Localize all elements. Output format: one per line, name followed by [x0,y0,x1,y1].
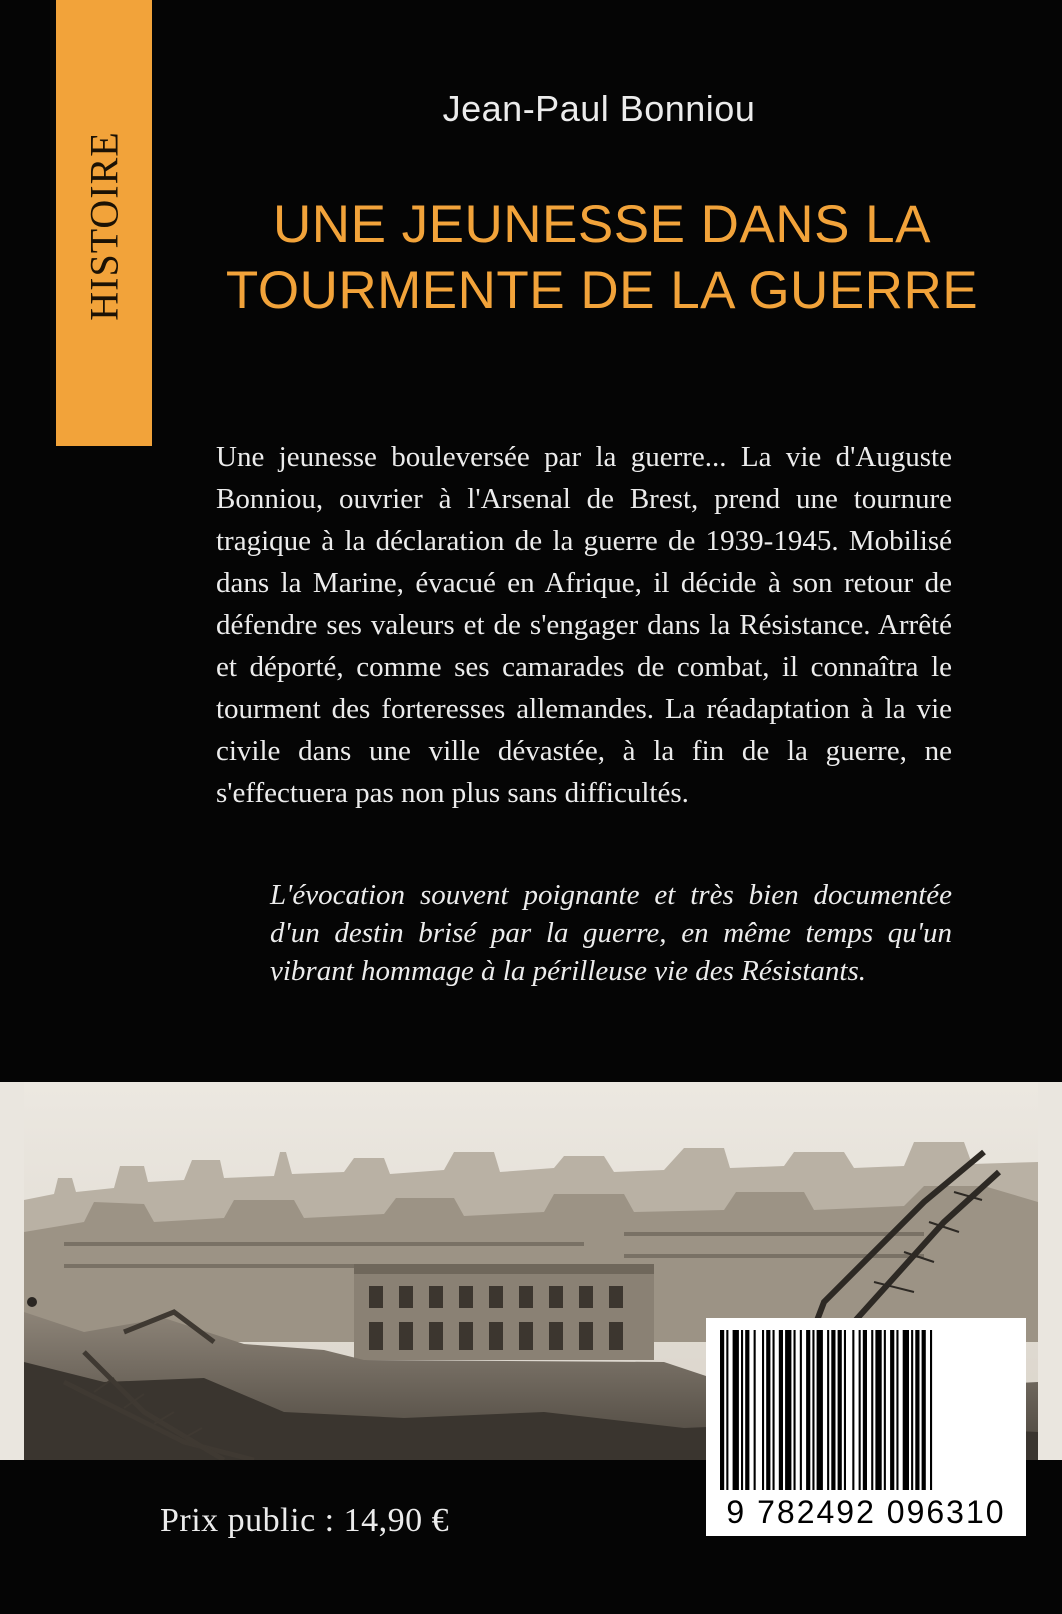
barcode-bar [779,1330,783,1490]
genre-label: HISTOIRE [81,131,127,321]
barcode-bar [800,1330,802,1490]
barcode-bar [726,1330,728,1490]
title-line-1: UNE JEUNESSE DANS LA [273,195,931,254]
barcode-bar [754,1330,756,1490]
barcode-bar [844,1330,846,1490]
title-line-2: TOURMENTE DE LA GUERRE [225,261,979,320]
isbn-barcode [706,1318,1026,1536]
barcode-bar [831,1330,835,1490]
barcode-bar [745,1330,749,1490]
public-price: Prix public : 14,90 € [160,1502,450,1539]
author-name: Jean-Paul Bonniou [442,88,756,129]
barcode-bar [890,1330,894,1490]
barcode-bar [875,1330,881,1490]
barcode-icon [716,1330,1016,1496]
barcode-bar [884,1330,886,1490]
barcode-bar [838,1330,842,1490]
barcode-bar [794,1330,796,1490]
barcode-bar [762,1330,764,1490]
barcode-bar [863,1330,867,1490]
barcode-bar [922,1330,926,1490]
isbn-number: 9 782492 096310 [726,1494,1006,1530]
barcode-bar [766,1330,770,1490]
barcode-bar [806,1330,810,1490]
barcode-bar [773,1330,775,1490]
back-cover-quote: L'évocation souvent poignante et très bien documentée d'un destin brisé par la guerre, en même temps qu'un vibrant hommage à la périlleuse vie des Résistants. [270,879,952,987]
barcode-bar [827,1330,829,1490]
barcode-bar [911,1330,913,1490]
barcode-bar [896,1330,898,1490]
book-title [168,192,1036,324]
barcode-bar [852,1330,854,1490]
barcode-bar [817,1330,823,1490]
barcode-bar [720,1330,724,1490]
barcode-bar [871,1330,873,1490]
barcode-bar [930,1330,932,1490]
barcode-bar [859,1330,861,1490]
barcode-bar [741,1330,743,1490]
barcode-bar [785,1330,791,1490]
back-cover-blurb: Une jeunesse bouleversée par la guerre... La vie d'Auguste Bonniou, ouvrier à l'Arsenal de Brest, prend une tournure tragique à la déclaration de la guerre de 1939-1945. Mobilisé dans la Marine, évacué en Afrique, il décide à son retour de défendre ses valeurs et de s'engager dans la Résistance. Arrêté et déporté, comme ses camarades de combat, il connaîtra le tourment des forteresses allemandes. La réadaptation à la vie civile dans une ville dévastée, à la fin de la guerre, ne s'effectuera pas non plus sans difficultés. [216,441,952,809]
barcode-bar [903,1330,909,1490]
barcode-bar [812,1330,814,1490]
barcode-bar [733,1330,739,1490]
barcode-bar [915,1330,919,1490]
